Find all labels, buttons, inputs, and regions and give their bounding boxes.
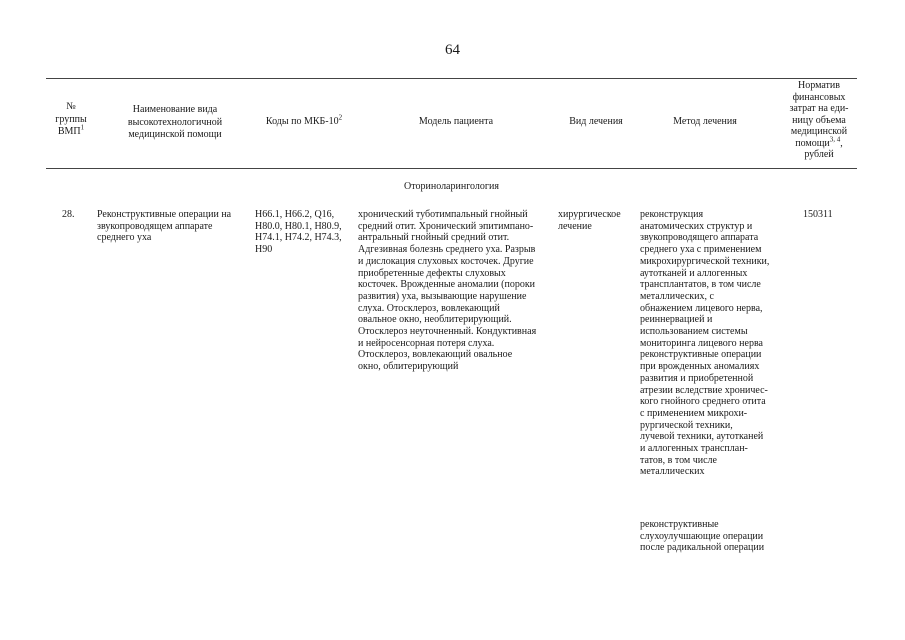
text-line: хронический туботимпальный гнойный <box>358 209 528 220</box>
text-line: реконструктивные <box>640 519 719 530</box>
text-line: мониторинга лицевого нерва <box>640 337 763 349</box>
text-line: трансплантатов, в том числе <box>640 279 761 291</box>
text-line: рургической техники, <box>640 419 733 431</box>
row-treatment-method <box>640 209 769 478</box>
text-line: развития и приобретенной <box>640 372 754 384</box>
text-line: и аллогенных трансплан- <box>640 443 748 455</box>
text-line: и дислокация слуховых косточек. Другие <box>358 255 534 267</box>
text-line: использованием системы <box>640 326 748 338</box>
text-line: Реконструктивные операции на <box>97 209 232 220</box>
text-line: звукопроводящего аппарата <box>640 232 759 244</box>
text-line: и нейросенсорная потеря слуха. <box>358 337 495 349</box>
row-icd-codes <box>255 209 342 256</box>
text-line: овальное окно, необлитерирующий. <box>358 314 512 326</box>
header-financial-norm: Норматив финансовых затрат на еди- ницу объема медицинской помощи$^{3, 4}$, рублей <box>789 80 849 160</box>
row-treatment-type <box>558 209 621 232</box>
text-line: окно, облитерирующий <box>358 361 459 373</box>
text-line: реконструктивные операции <box>640 349 762 361</box>
text-line: H74.1, H74.2, H74.3, <box>255 232 342 244</box>
header-treatment-type: Вид лечения <box>569 116 623 127</box>
text-line: микрохирургической техники, <box>640 255 770 267</box>
row-treatment-method-2 <box>640 519 764 554</box>
text-line: татов, в том числе <box>640 454 717 466</box>
text-line: Адгезивная болезнь среднего уха. Разрыв <box>358 244 536 256</box>
row-care-type-name <box>97 209 231 244</box>
text-line: после радикальной операции <box>640 542 765 554</box>
text-line: H80.0, H80.1, H80.9, <box>255 220 342 232</box>
text-line: реиннервацией и <box>640 314 713 326</box>
text-line: реконструкция <box>640 209 704 220</box>
text-line: с применением микрохи- <box>640 407 748 419</box>
text-line: лечение <box>558 220 592 232</box>
page-number: 64 <box>445 42 460 58</box>
text-line: слуха. Отосклероз, вовлекающий <box>358 302 500 314</box>
text-line: Отосклероз неуточненный. Кондуктивная <box>358 326 537 338</box>
text-line: обнажением лицевого нерва, <box>640 302 763 314</box>
text-line: кого гнойного среднего отита <box>640 396 766 408</box>
text-line: металлических, с <box>640 290 714 302</box>
text-line: атрезии вследствие хроничес- <box>640 384 768 396</box>
text-line: металлических <box>640 466 705 478</box>
row-patient-model <box>358 209 536 373</box>
text-line: при врожденных аномалиях <box>640 361 760 373</box>
text-line: средний отит. Хронический эпитимпано- <box>358 220 534 232</box>
text-line: H66.1, H66.2, Q16, <box>255 209 335 220</box>
header-icd-codes: Коды по МКБ-$10^2$ <box>265 113 343 127</box>
header-care-type-name: Наименование вида высокотехнологичной медицинской помощи <box>127 104 223 140</box>
text-line: среднего уха с применением <box>640 244 762 256</box>
text-line: антральный гнойный средний отит. <box>358 232 510 244</box>
text-line: слухоулучшающие операции <box>640 530 764 542</box>
row-group-number: 28. <box>62 209 75 220</box>
text-line: развития) уха, вызывающие нарушение <box>358 290 527 302</box>
text-line: приобретенные дефекты слуховых <box>358 267 506 279</box>
section-title: Оториноларингология <box>404 181 499 192</box>
text-line: хирургическое <box>558 209 621 220</box>
row-financial-norm: 150311 <box>803 209 833 220</box>
text-line: H90 <box>255 244 273 256</box>
header-treatment-method: Метод лечения <box>673 116 737 127</box>
header-bottom-border <box>46 168 857 169</box>
text-line: звукопроводящем аппарате <box>97 220 213 232</box>
text-line: анатомических структур и <box>640 220 753 232</box>
text-line: Отосклероз, вовлекающий овальное <box>358 349 513 361</box>
header-group-number: № группы ВМП$^1$ <box>55 101 87 137</box>
text-line: косточек. Врожденные аномалии (пороки <box>358 279 536 291</box>
text-line: аутотканей и аллогенных <box>640 267 748 279</box>
table-top-border <box>46 78 857 79</box>
text-line: среднего уха <box>97 232 152 244</box>
header-patient-model: Модель пациента <box>418 116 494 127</box>
text-line: лучевой техники, аутотканей <box>640 431 764 443</box>
